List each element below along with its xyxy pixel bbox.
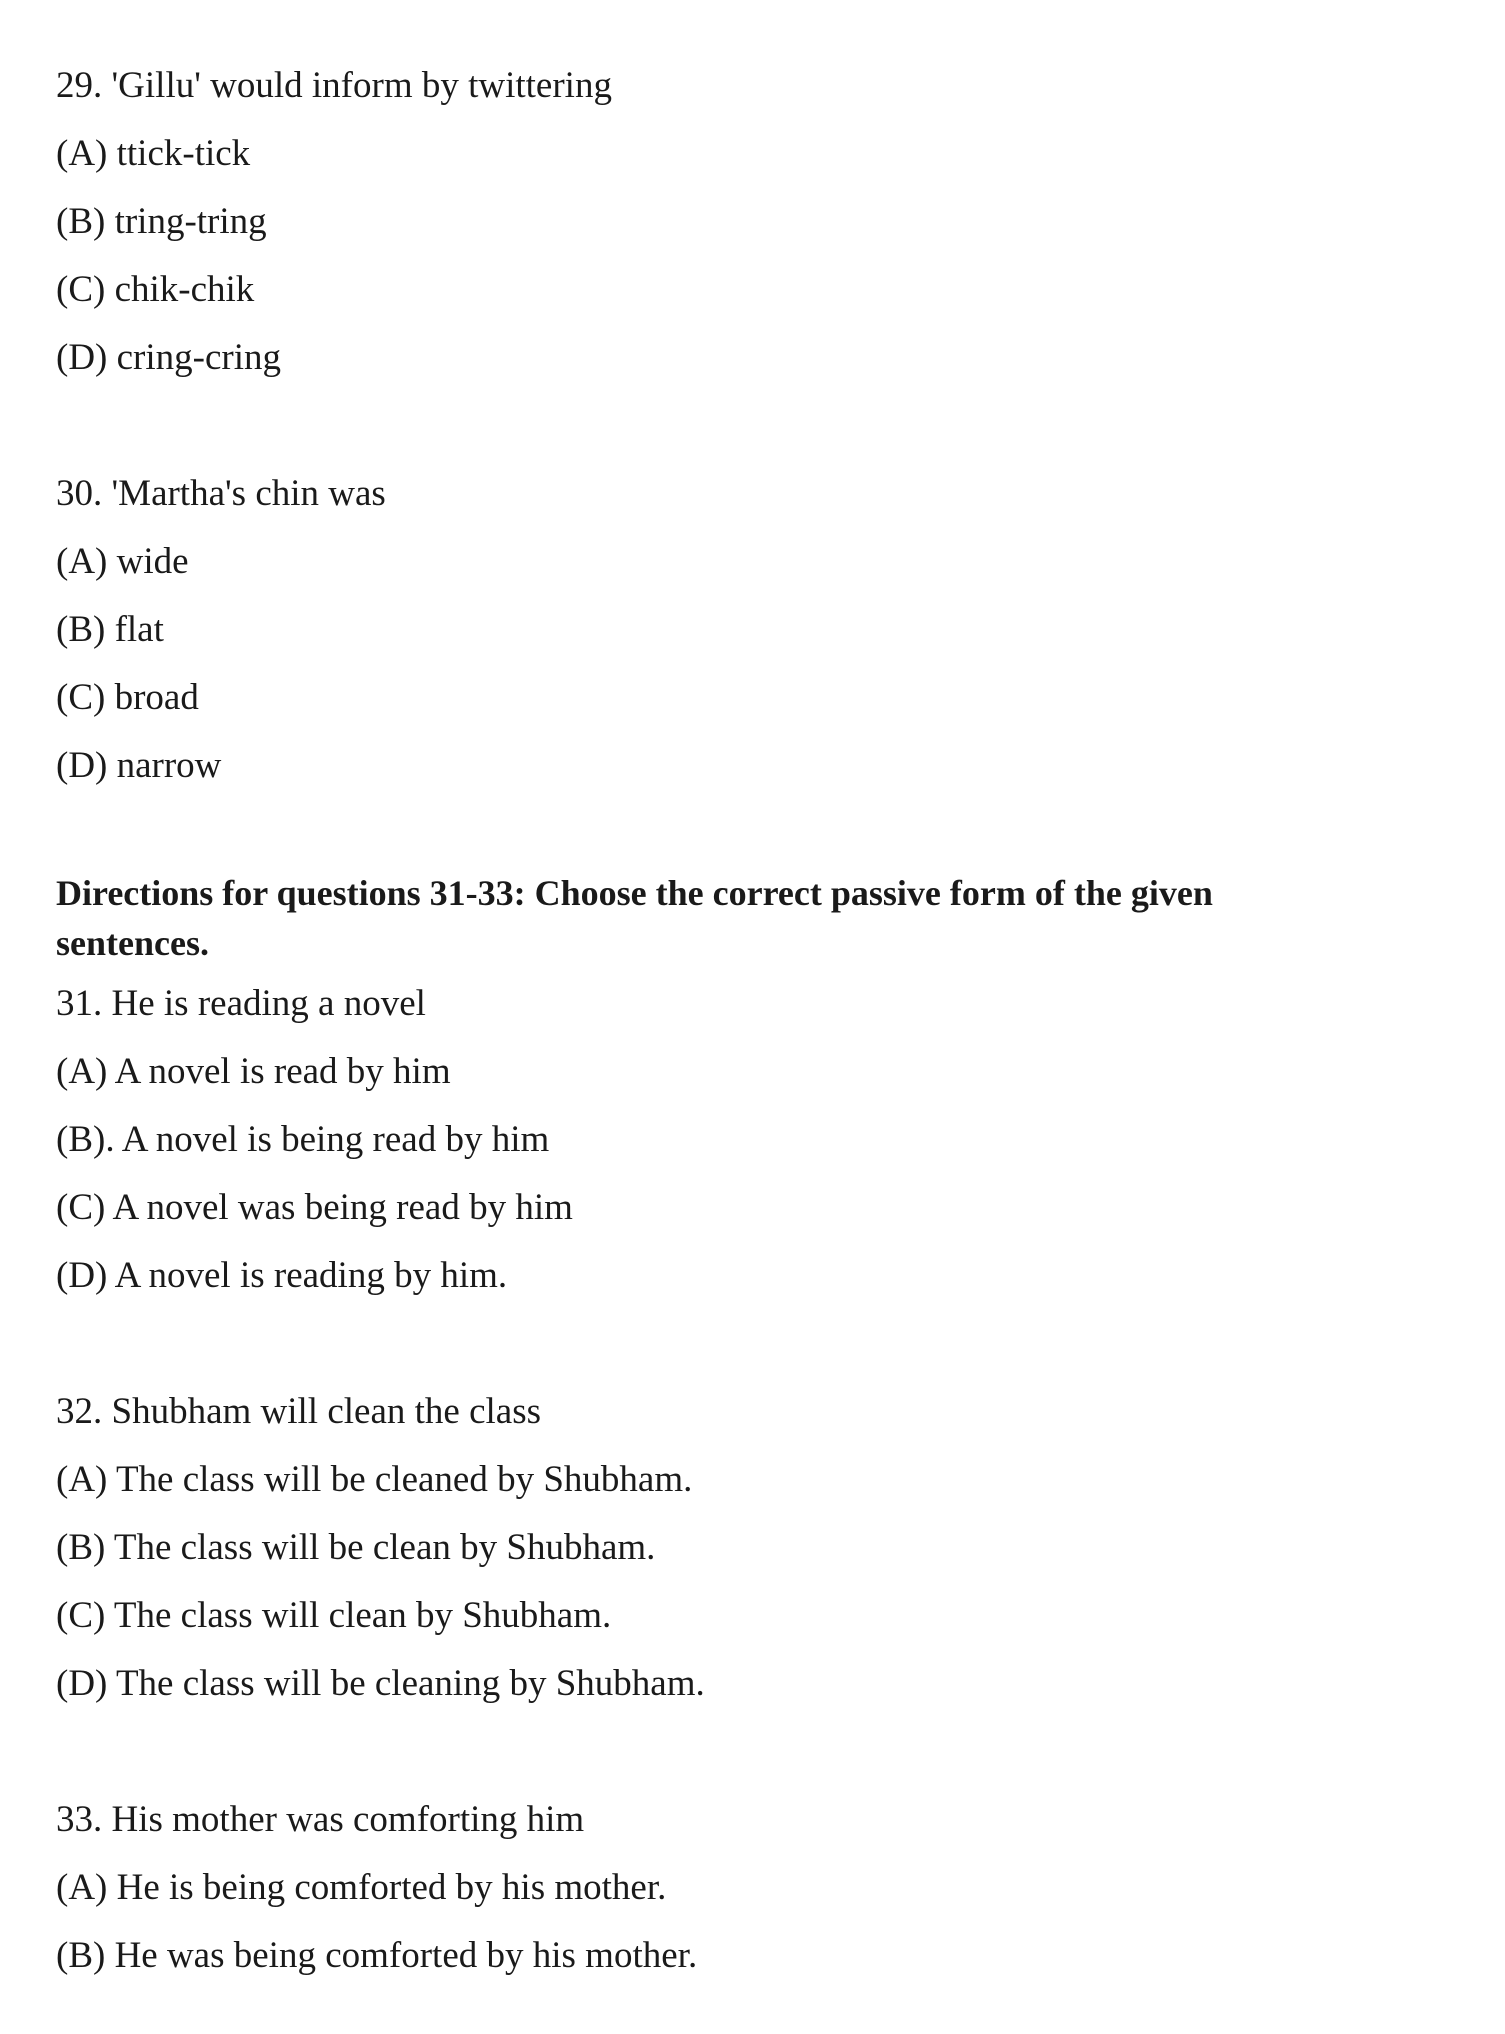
question-stem: 32. Shubham will clean the class	[56, 1391, 542, 1432]
document-page	[56, 52, 1456, 1990]
question-29	[56, 52, 1456, 392]
option-a: (A) wide	[56, 541, 189, 582]
option-a: (A) He is being comforted by his mother.	[56, 1867, 667, 1908]
option-b: (B) The class will be clean by Shubham.	[56, 1527, 656, 1568]
option-b: (B) tring-tring	[56, 201, 267, 242]
question-stem: 30. 'Martha's chin was	[56, 473, 386, 514]
option-d: (D) cring-cring	[56, 337, 281, 378]
question-31	[56, 970, 1456, 1310]
question-30	[56, 460, 1456, 800]
option-b: (B) flat	[56, 609, 164, 650]
directions-heading: Directions for questions 31-33: Choose the correct passive form of the given sentences.	[56, 873, 1213, 963]
option-d: (D) The class will be cleaning by Shubham.	[56, 1663, 705, 1704]
option-b: (B). A novel is being read by him	[56, 1119, 550, 1160]
option-d: (D) A novel is reading by him.	[56, 1255, 508, 1296]
option-c: (C) chik-chik	[56, 269, 255, 310]
option-a: (A) The class will be cleaned by Shubham.	[56, 1459, 693, 1500]
question-32	[56, 1378, 1456, 1718]
option-c: (C) A novel was being read by him	[56, 1187, 573, 1228]
option-a: (A) ttick-tick	[56, 133, 251, 174]
option-c: (C) The class will clean by Shubham.	[56, 1595, 612, 1636]
option-d: (D) narrow	[56, 745, 222, 786]
question-stem: 33. His mother was comforting him	[56, 1799, 585, 1840]
question-stem: 29. 'Gillu' would inform by twittering	[56, 65, 612, 106]
option-c: (C) broad	[56, 677, 199, 718]
option-a: (A) A novel is read by him	[56, 1051, 451, 1092]
option-b: (B) He was being comforted by his mother.	[56, 1935, 698, 1976]
question-33	[56, 1786, 1456, 1990]
question-stem: 31. He is reading a novel	[56, 983, 426, 1024]
